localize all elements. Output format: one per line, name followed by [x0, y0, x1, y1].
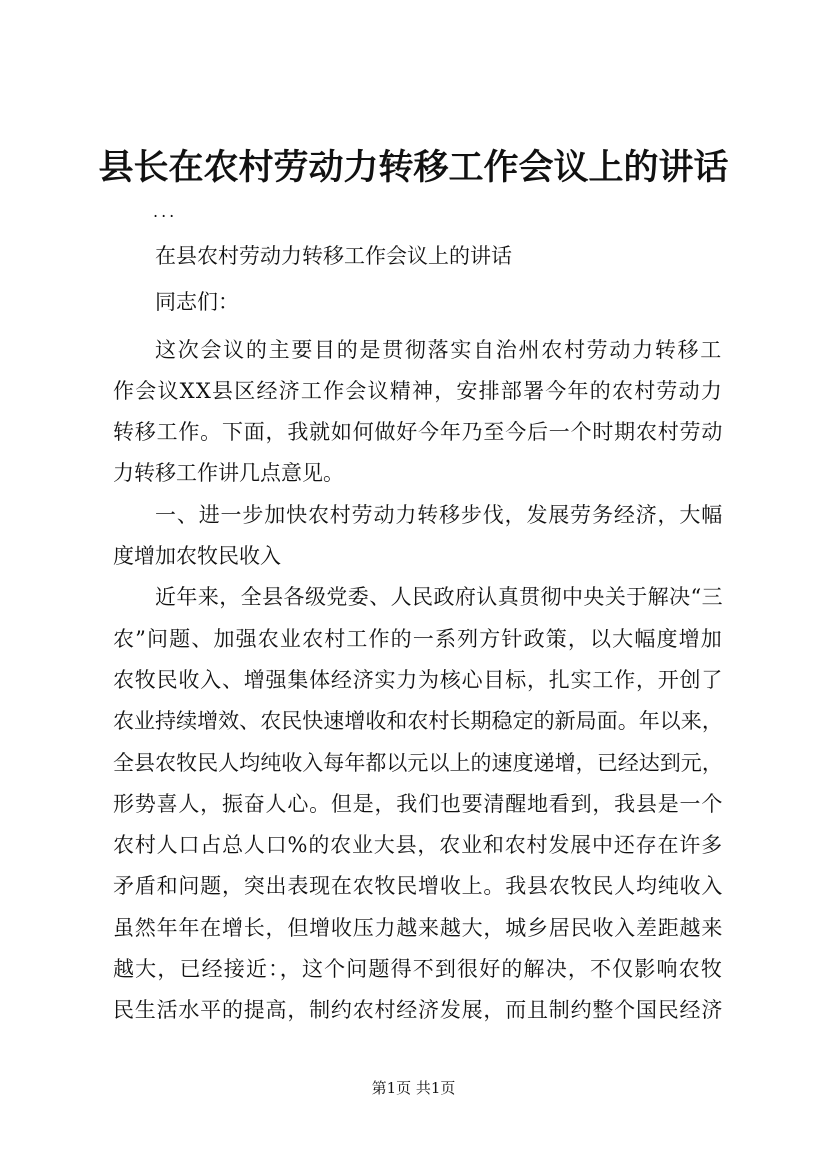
paragraph-line: 农村人口占总人口%的农业大县，农业和农村发展中还存在许多: [113, 833, 723, 858]
paragraph-line: 农”问题、加强农业农村工作的一系列方针政策，以大幅度增加: [113, 626, 723, 651]
paragraph-line: 民生活水平的提高，制约农村经济发展，而且制约整个国民经济: [113, 998, 724, 1023]
paragraph-line: 矛盾和问题，突出表现在农牧民增收上。我县农牧民人均纯收入: [113, 874, 724, 899]
body-text: [113, 236, 723, 1032]
paragraph-line: 越大，已经接近：，这个问题得不到很好的解决，不仅影响农牧: [113, 957, 723, 982]
paragraph-line: 近年来，全县各级党委、人民政府认真贯彻中央关于解决“三: [155, 585, 724, 610]
subtitle-line: 在县农村劳动力转移工作会议上的讲话: [155, 244, 512, 268]
paragraph-line: 作会议XX县区经济工作会议精神，安排部署今年的农村劳动力: [113, 378, 724, 403]
paragraph-line: 转移工作。下面，我就如何做好今年乃至今后一个时期农村劳动: [113, 420, 724, 445]
section-heading-line: 一、进一步加快农村劳动力转移步伐，发展劳务经济，大幅: [155, 502, 724, 527]
salutation-line: 同志们：: [155, 290, 239, 315]
paragraph-line: 农业持续增效、农民快速增收和农村长期稳定的新局面。年以来，: [113, 709, 723, 734]
paragraph-line: 这次会议的主要目的是贯彻落实自治州农村劳动力转移工: [155, 337, 723, 362]
paragraph-line: 全县农牧民人均纯收入每年都以元以上的速度递增，已经达到元，: [113, 750, 723, 775]
paragraph-line: 虽然年年在增长，但增收压力越来越大，城乡居民收入差距越来: [113, 915, 724, 940]
paragraph-line: 农牧民收入、增强集体经济实力为核心目标，扎实工作，开创了: [113, 667, 724, 692]
document-title: 县长在农村劳动力转移工作会议上的讲话: [98, 147, 729, 188]
ellipsis-mark: ...: [153, 202, 178, 221]
section-heading-line: 度增加农牧民收入: [113, 544, 281, 569]
paragraph-line: 力转移工作讲几点意见。: [113, 461, 344, 486]
paragraph-line: 形势喜人，振奋人心。但是，我们也要清醒地看到，我县是一个: [113, 791, 724, 816]
page-footer: 第1页 共1页: [371, 1079, 456, 1097]
